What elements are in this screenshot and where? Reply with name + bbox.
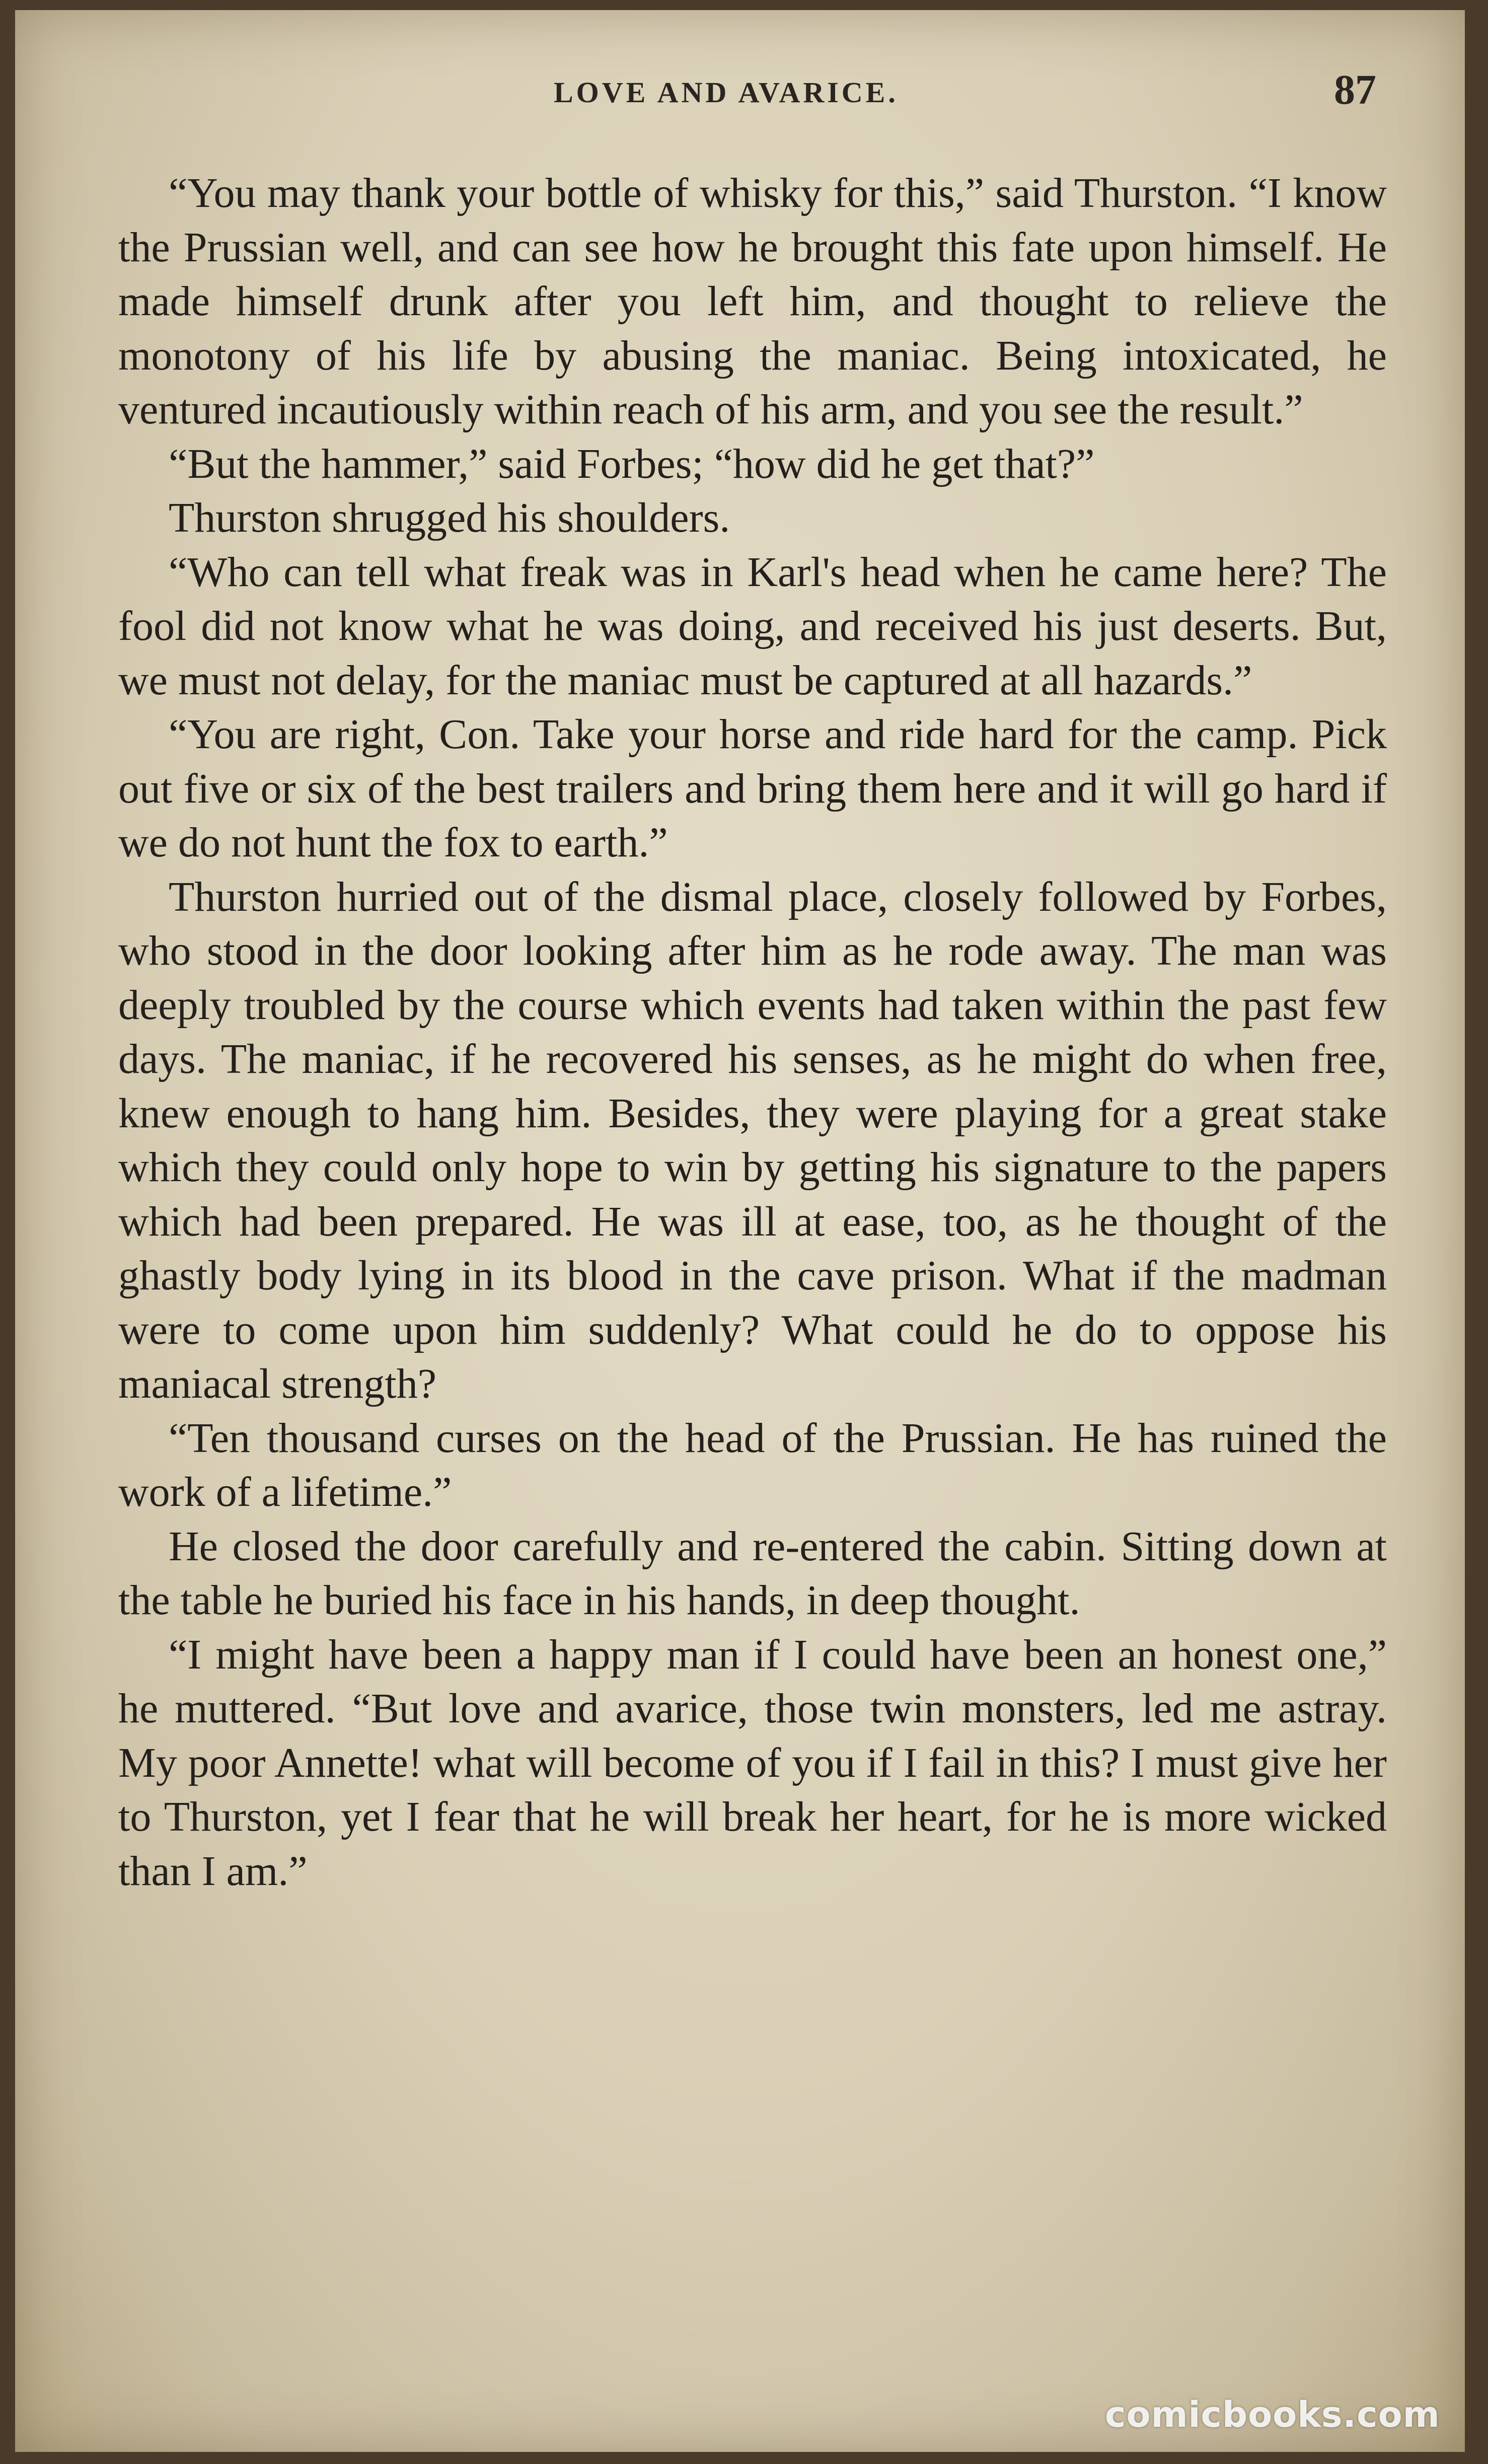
page-number: 87 bbox=[1334, 66, 1376, 113]
book-page bbox=[15, 10, 1465, 2452]
paragraph: “Who can tell what freak was in Karl's head when he came here? The fool did not know what he was doing, and received his just deserts. But, we must not delay, for the maniac must be captured at all hazards.” bbox=[118, 548, 1387, 704]
running-head bbox=[15, 65, 1465, 116]
paragraph: Thurston hurried out of the dismal place, closely followed by Forbes, who stood in the door looking after him as he rode away. The man was deeply troubled by the course which events had taken within the past few days. The maniac, if he recovered his senses, as he might do when free, knew enough to hang him. Besides, they were playing for a great stake which they could only hope to win by getting his signature to the papers which had been prepared. He was ill at ease, too, as he thought of the ghastly body lying in its blood in the cave prison. What if the madman were to come upon him suddenly? What could he do to oppose his maniacal strength? bbox=[118, 873, 1387, 1407]
paragraph: “But the hammer,” said Forbes; “how did he get that?” bbox=[169, 440, 1095, 487]
paragraph: He closed the door carefully and re-entered the cabin. Sitting down at the table he buried his face in his hands, in deep thought. bbox=[118, 1523, 1387, 1624]
body-text bbox=[118, 166, 1387, 1898]
paragraph: “I might have been a happy man if I could have been an honest one,” he muttered. “But love and avarice, those twin monsters, led me astray. My poor Annette! what will become of you if I fail in this? I must give her to Thurston, yet I fear that he will break her heart, for he is more wicked than I am.” bbox=[118, 1631, 1387, 1895]
paragraph: Thurston shrugged his shoulders. bbox=[169, 494, 730, 541]
paragraph: “You are right, Con. Take your horse and ride hard for the camp. Pick out five or six of the best trailers and bring them here and it will go hard if we do not hunt the fox to earth.” bbox=[118, 711, 1387, 866]
paragraph: “Ten thousand curses on the head of the Prussian. He has ruined the work of a lifetime.” bbox=[118, 1414, 1387, 1515]
paragraph: “You may thank your bottle of whisky for this,” said Thurston. “I know the Prussian well, and can see how he brought this fate upon himself. He made himself drunk after you left him, and thought to relieve the monotony of his life by abusing the maniac. Being intoxicated, he ventured incautiously within reach of his arm, and you see the result.” bbox=[118, 170, 1387, 433]
running-title: LOVE AND AVARICE. bbox=[554, 76, 899, 109]
watermark: comicbooks.com bbox=[1105, 2394, 1440, 2435]
